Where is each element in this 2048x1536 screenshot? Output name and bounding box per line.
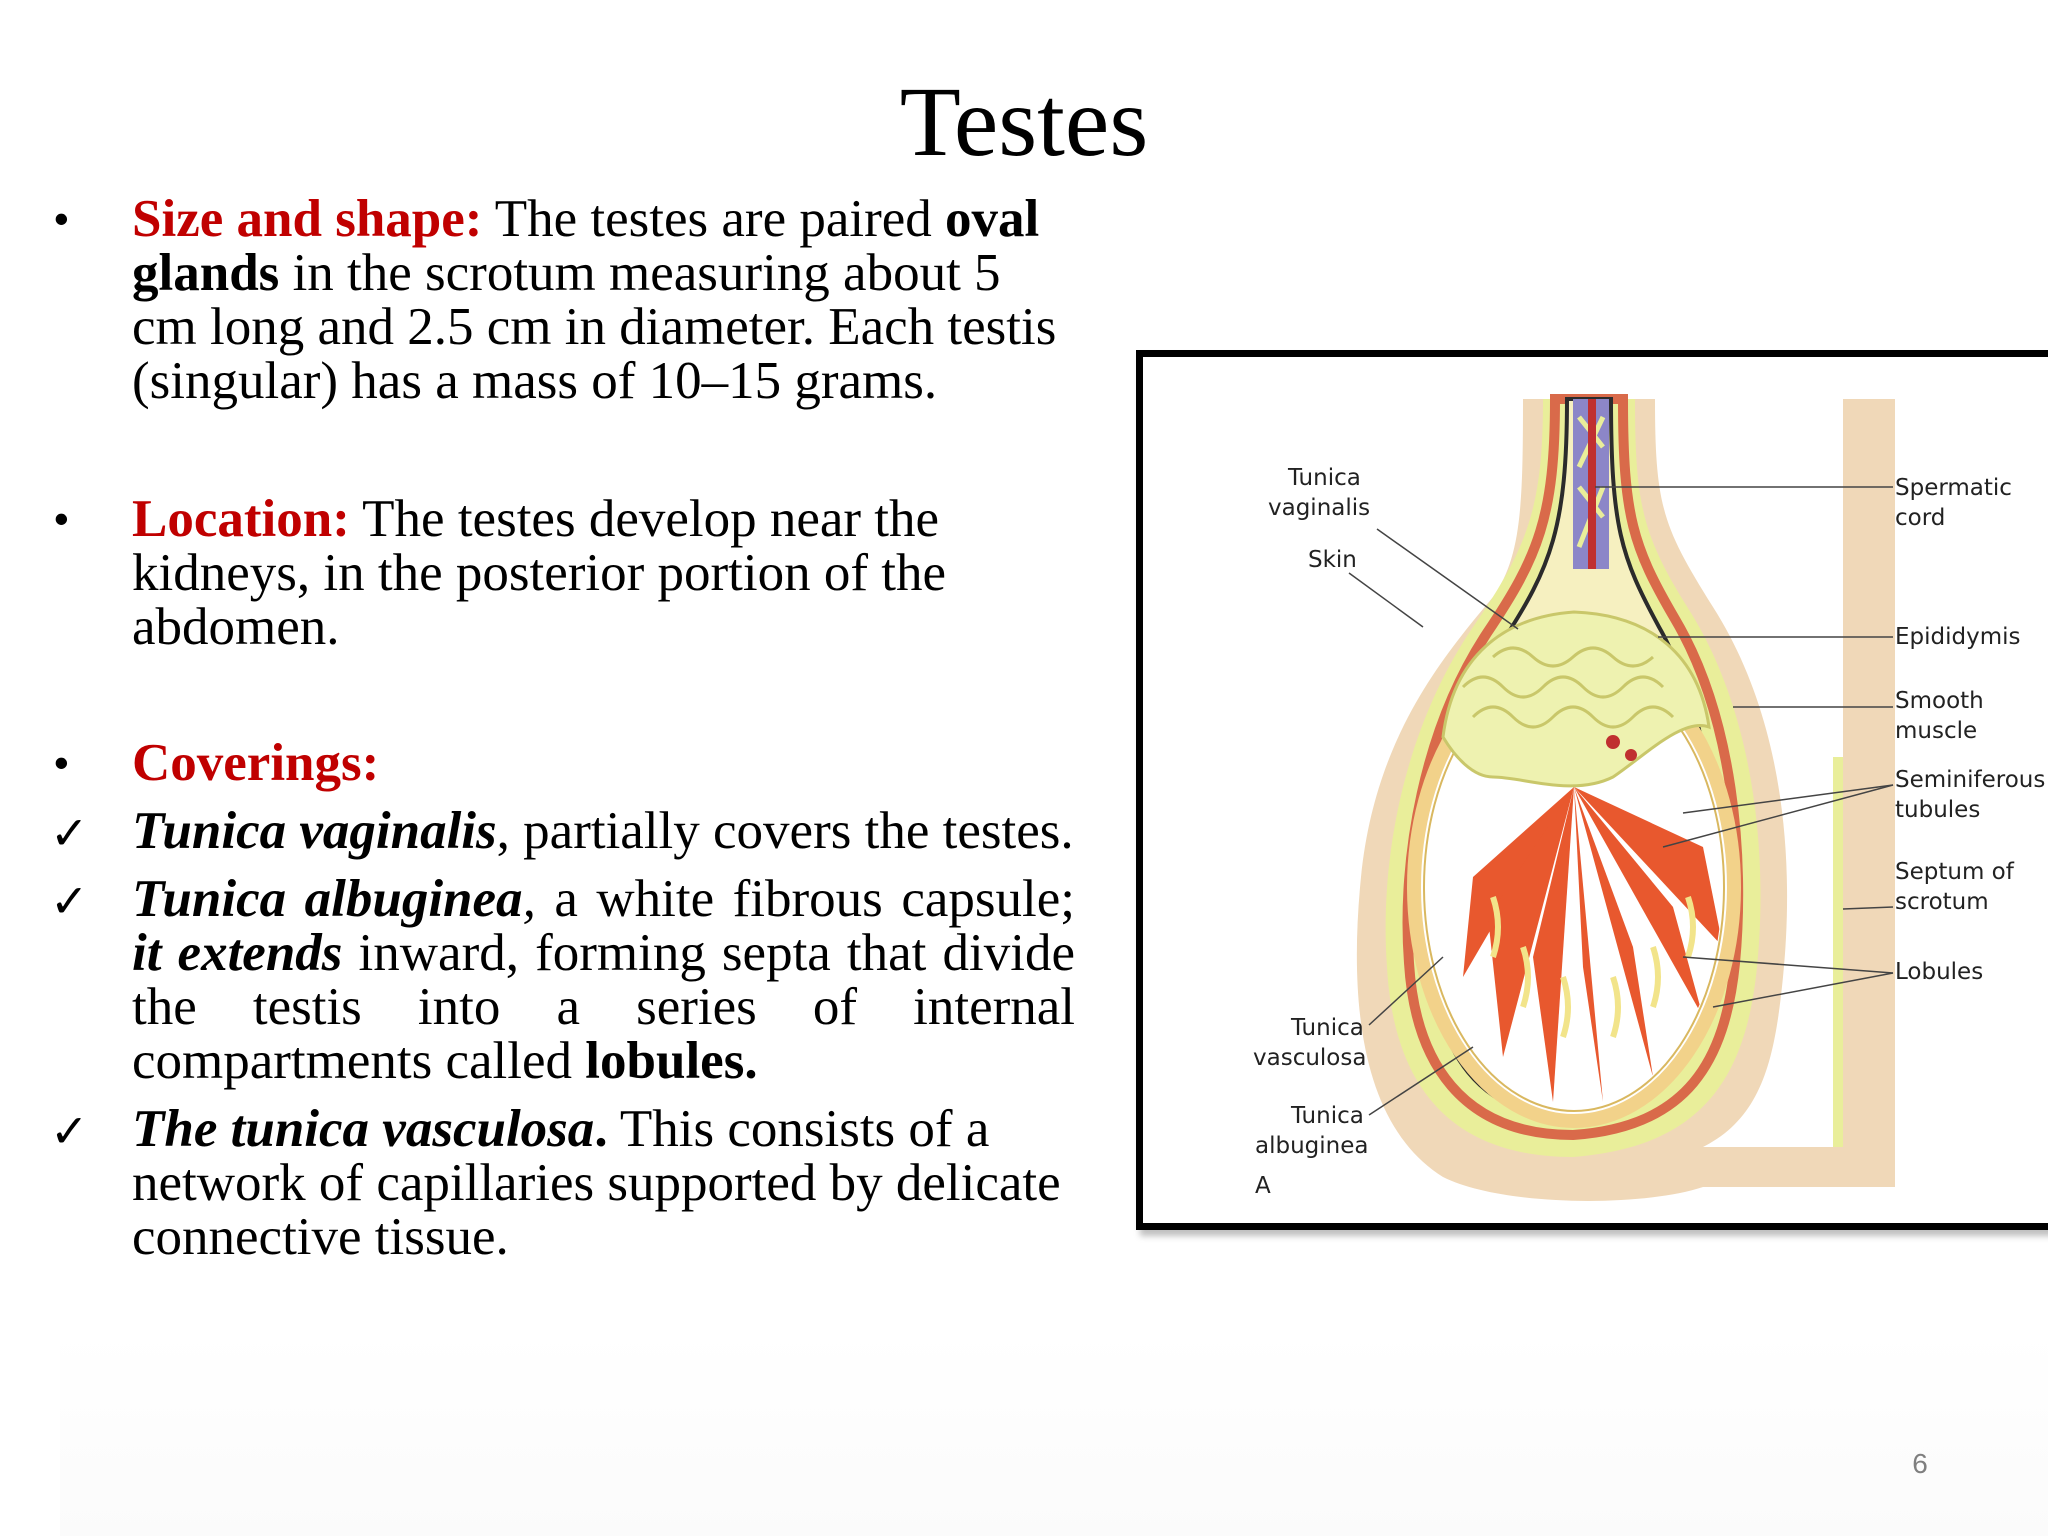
label-smooth-muscle: muscle — [1895, 718, 1978, 744]
term: The tunica vasculosa — [132, 1100, 595, 1158]
slide-number: 6 — [1912, 1448, 1928, 1479]
check-tunica-vaginalis — [50, 804, 1075, 858]
bullet-marker: • — [54, 495, 69, 542]
bold-term: lobules. — [585, 1032, 758, 1090]
text-span: This consists of a network of capillaries supported by delicate connective tissue. — [132, 1100, 1061, 1266]
emphasis: it extends — [132, 924, 343, 982]
label-tunica-albuginea: Tunica — [1291, 1103, 1364, 1129]
label-skin: Skin — [1308, 547, 1357, 573]
label-lobules: Lobules — [1895, 959, 1984, 985]
bullet-heading: Size and shape: — [132, 190, 483, 248]
bullet-heading: Coverings: — [132, 734, 380, 792]
check-tunica-albuginea — [50, 872, 1075, 1088]
bullet-coverings — [50, 736, 1075, 790]
text-span: . — [594, 1100, 608, 1158]
label-seminiferous-tubules: tubules — [1895, 797, 1981, 823]
background-tint — [60, 1330, 2048, 1536]
label-epididymis: Epididymis — [1895, 624, 2021, 650]
label-smooth-muscle: Smooth — [1895, 688, 1984, 714]
label-tunica-vasculosa: Tunica — [1291, 1015, 1364, 1041]
bullet-size-and-shape — [50, 192, 1075, 408]
testis-diagram — [1136, 350, 2048, 1230]
term: Tunica vaginalis — [132, 802, 497, 860]
bold-term: oval glands — [132, 190, 1040, 302]
term: Tunica albuginea — [132, 870, 523, 928]
text-span: in the scrotum measuring about 5 cm long and 2.5 cm in diameter. Each testis (singular) has a mass of 10–15 grams. — [132, 244, 1057, 410]
text-span: The testes develop near the kidneys, in the posterior portion of the abdomen. — [132, 490, 946, 656]
label-panel-letter: A — [1255, 1173, 1271, 1199]
text-span: , — [522, 870, 536, 928]
label-septum-of-scrotum: Septum of — [1895, 859, 2014, 885]
label-tunica-vasculosa: vasculosa — [1253, 1045, 1367, 1071]
label-tunica-albuginea: albuginea — [1255, 1133, 1369, 1159]
label-spermatic-cord: Spermatic — [1895, 475, 2012, 501]
testis-illustration — [1143, 357, 2048, 1223]
bullet-location — [50, 492, 1075, 654]
label-seminiferous-tubules: Seminiferous — [1895, 767, 2046, 793]
text-span: , partially covers the testes. — [496, 802, 1074, 860]
label-tunica-vaginalis: vaginalis — [1268, 495, 1371, 521]
slide-title: Testes — [899, 66, 1149, 177]
septum-of-scrotum — [1833, 757, 1843, 1147]
text-span: a white fibrous capsule; — [535, 870, 1075, 928]
text-span: inward, forming septa that divide the testis into a series of internal compartments called — [132, 924, 1075, 1090]
bullet-marker: • — [54, 739, 69, 786]
check-marker: ✓ — [50, 806, 89, 860]
text-span: The testes are paired — [482, 190, 946, 248]
check-marker: ✓ — [50, 1104, 89, 1158]
bullet-marker: • — [54, 195, 69, 242]
check-marker: ✓ — [50, 874, 89, 928]
bullet-heading: Location: — [132, 490, 350, 548]
check-tunica-vasculosa — [50, 1102, 1075, 1264]
label-septum-of-scrotum: scrotum — [1895, 889, 1989, 915]
label-tunica-vaginalis: Tunica — [1288, 465, 1361, 491]
text-column — [50, 192, 1075, 1264]
label-spermatic-cord: cord — [1895, 505, 1946, 531]
